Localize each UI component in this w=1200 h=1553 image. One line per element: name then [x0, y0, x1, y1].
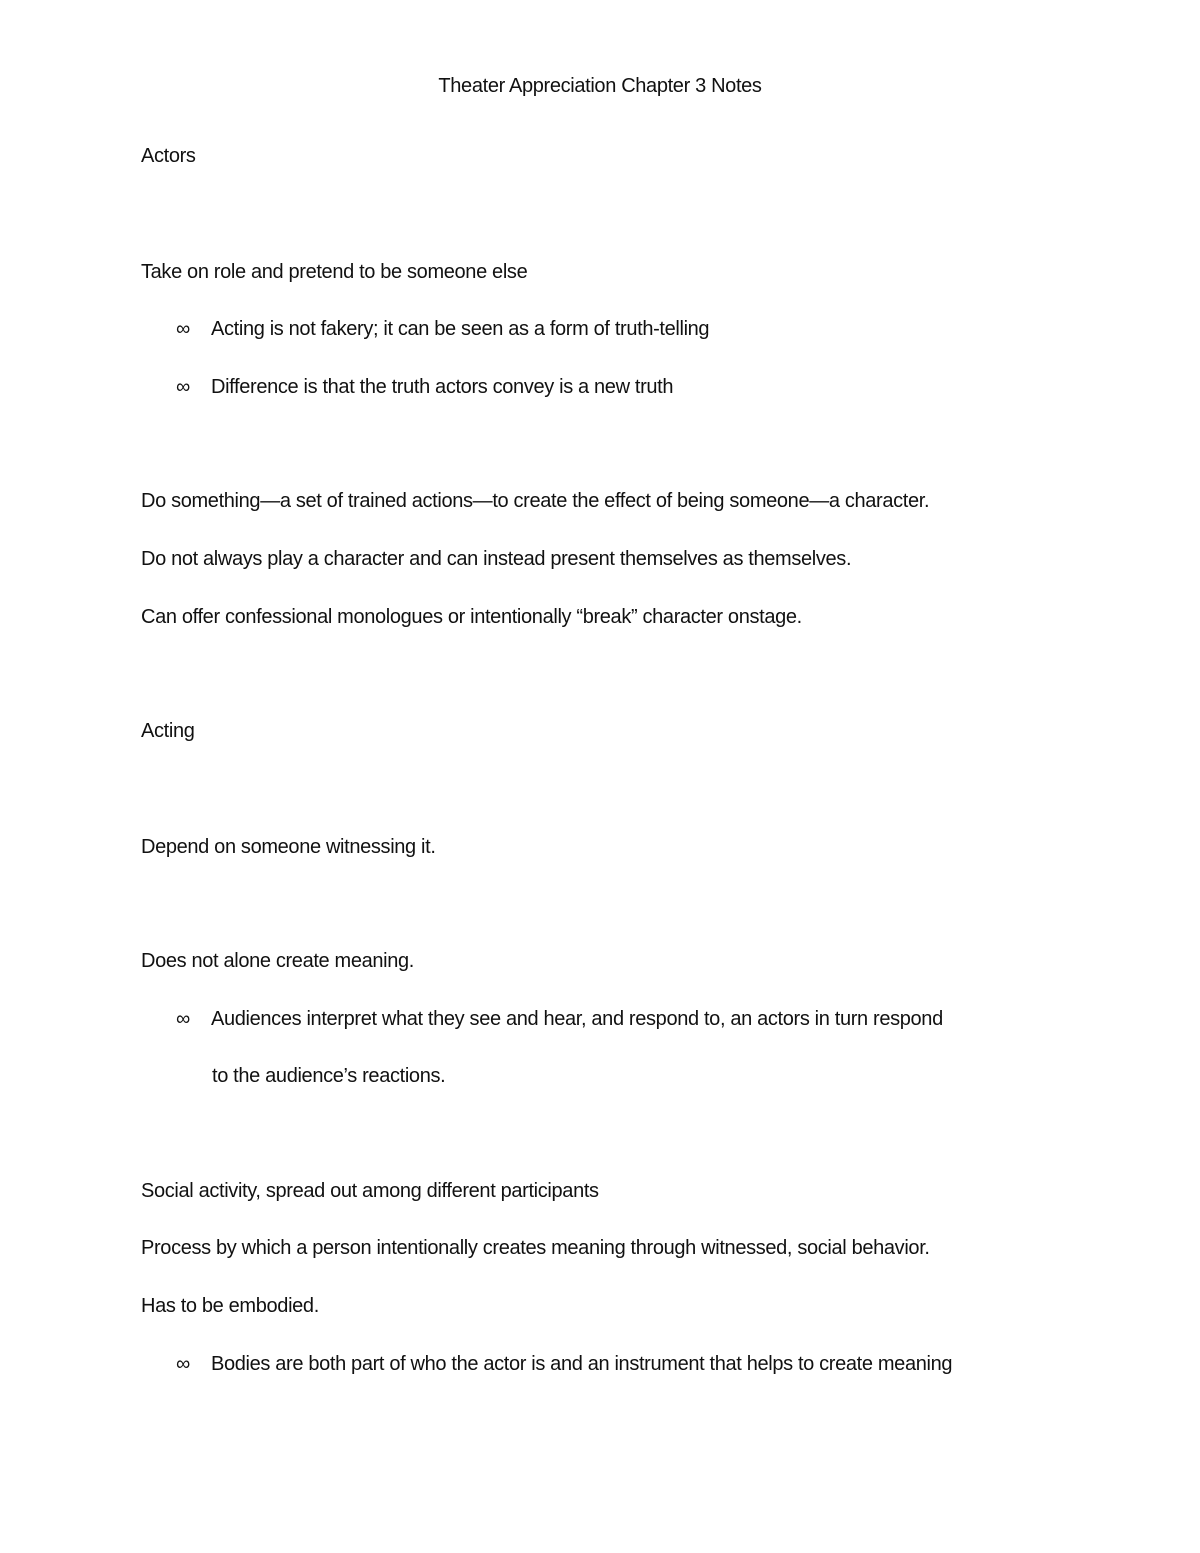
paragraph-depend: Depend on someone witnessing it.: [141, 836, 436, 858]
infinity-bullet-icon: ∞: [176, 1353, 190, 1375]
bullet-item: [176, 317, 709, 341]
bullet-text-continuation: to the audience’s reactions.: [212, 1065, 446, 1087]
bullet-text: Audiences interpret what they see and hear, and respond to, an actors in turn respond: [211, 1008, 943, 1030]
paragraph-process: Process by which a person intentionally creates meaning through witnessed, social behavior.: [141, 1237, 930, 1259]
infinity-bullet-icon: ∞: [176, 318, 190, 340]
bullet-item: [176, 1352, 952, 1376]
bullet-text: Bodies are both part of who the actor is and an instrument that helps to create meaning: [211, 1353, 953, 1375]
paragraph-confessional: Can offer confessional monologues or intentionally “break” character onstage.: [141, 606, 802, 628]
paragraph-embodied: Has to be embodied.: [141, 1295, 319, 1317]
heading-acting: Acting: [141, 720, 195, 742]
heading-actors: Actors: [141, 145, 196, 167]
bullet-item: [176, 1007, 943, 1031]
paragraph-do-not-always: Do not always play a character and can instead present themselves as themselves.: [141, 548, 852, 570]
bullet-item: [176, 375, 673, 399]
bullet-text: Acting is not fakery; it can be seen as a form of truth-telling: [211, 318, 710, 340]
paragraph-do-something: Do something—a set of trained actions—to create the effect of being someone—a character.: [141, 490, 930, 512]
paragraph-social-activity: Social activity, spread out among different participants: [141, 1180, 599, 1202]
infinity-bullet-icon: ∞: [176, 1008, 190, 1030]
document-title: Theater Appreciation Chapter 3 Notes: [438, 75, 762, 97]
infinity-bullet-icon: ∞: [176, 376, 190, 398]
paragraph-take-on-role: Take on role and pretend to be someone else: [141, 261, 528, 283]
bullet-text: Difference is that the truth actors convey is a new truth: [211, 376, 674, 398]
paragraph-does-not-alone: Does not alone create meaning.: [141, 950, 415, 972]
